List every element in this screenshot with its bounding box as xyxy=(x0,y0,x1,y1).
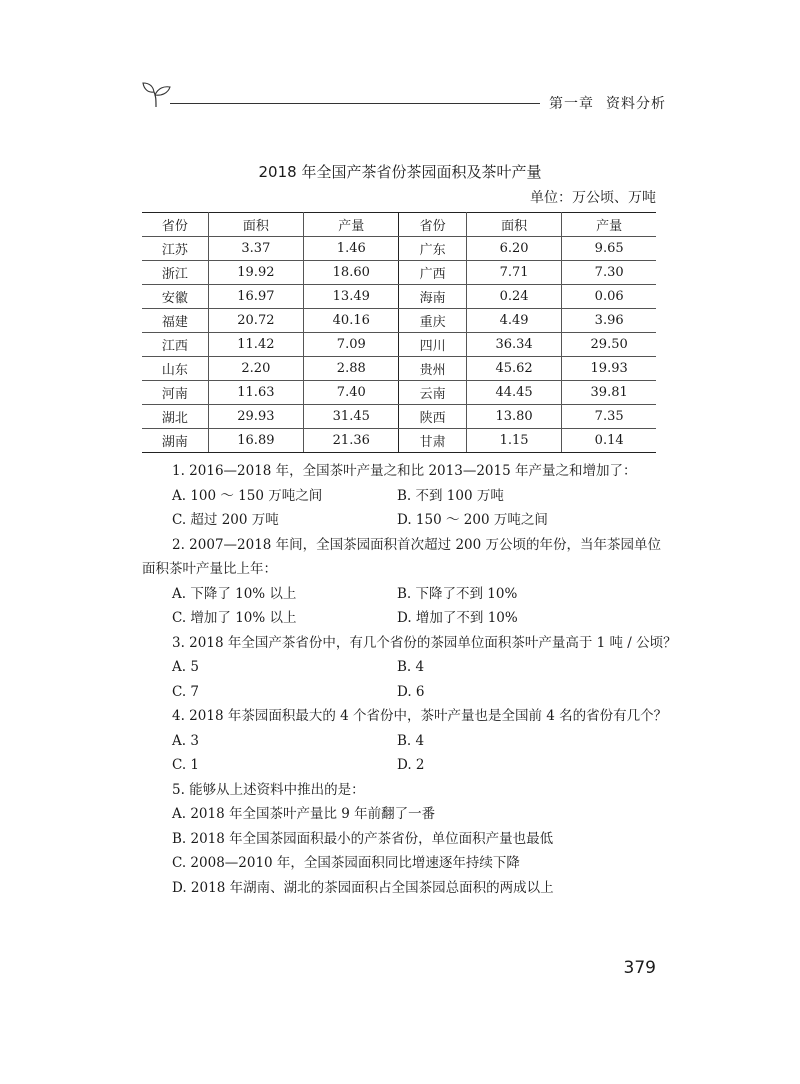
province-cell: 安徽 xyxy=(142,285,208,309)
output-cell: 9.65 xyxy=(562,237,656,261)
output-cell: 2.88 xyxy=(304,357,399,381)
answer-option: C. 7 xyxy=(172,683,200,700)
output-cell: 7.30 xyxy=(562,261,656,285)
answer-option: D. 6 xyxy=(397,683,425,700)
answer-option: A. 5 xyxy=(172,659,199,675)
area-cell: 0.24 xyxy=(466,285,561,309)
output-cell: 7.35 xyxy=(562,405,656,429)
area-cell: 7.71 xyxy=(466,261,561,285)
area-cell: 20.72 xyxy=(208,309,303,333)
area-cell: 16.89 xyxy=(208,429,303,453)
answer-option: A. 下降了 10% 以上 xyxy=(172,585,297,602)
table-row xyxy=(142,357,656,381)
output-cell: 19.93 xyxy=(562,357,656,381)
option-row xyxy=(142,729,662,754)
province-cell: 重庆 xyxy=(399,309,466,333)
area-cell: 19.92 xyxy=(208,261,303,285)
answer-option: B. 不到 100 万吨 xyxy=(397,487,504,504)
province-cell: 江西 xyxy=(142,333,208,357)
output-cell: 29.50 xyxy=(562,333,656,357)
area-cell: 16.97 xyxy=(208,285,303,309)
sprout-icon xyxy=(142,80,172,108)
output-cell: 31.45 xyxy=(304,405,399,429)
province-cell: 山东 xyxy=(142,357,208,381)
province-cell: 福建 xyxy=(142,309,208,333)
table-header-row xyxy=(142,213,656,237)
question-2 xyxy=(142,533,662,631)
column-header: 省份 xyxy=(399,213,466,237)
table-row xyxy=(142,429,656,453)
question-1 xyxy=(142,459,662,533)
answer-option: D. 2 xyxy=(397,757,425,773)
area-cell: 13.80 xyxy=(466,405,561,429)
answer-option: B. 下降了不到 10% xyxy=(397,585,518,602)
output-cell: 7.09 xyxy=(304,333,399,357)
area-cell: 3.37 xyxy=(208,237,303,261)
province-cell: 贵州 xyxy=(399,357,466,381)
page-number: 379 xyxy=(623,958,656,978)
answer-option: A. 100 ～ 150 万吨之间 xyxy=(172,487,323,504)
option-row xyxy=(142,655,662,680)
question-stem: 1. 2016—2018 年，全国茶叶产量之和比 2013—2015 年产量之和增加了： xyxy=(172,463,637,479)
answer-option: C. 2008—2010 年，全国茶园面积同比增速逐年持续下降 xyxy=(172,855,520,871)
question-stem: 面积茶叶产量比上年： xyxy=(142,561,277,577)
answer-option: D. 2018 年湖南、湖北的茶园面积占全国茶园总面积的两成以上 xyxy=(172,879,554,896)
area-cell: 36.34 xyxy=(466,333,561,357)
question-3 xyxy=(142,631,677,705)
table-row xyxy=(142,333,656,357)
option-row xyxy=(142,606,662,631)
table-row xyxy=(142,309,656,333)
table-row xyxy=(142,237,656,261)
area-cell: 44.45 xyxy=(466,381,561,405)
question-stem: 5. 能够从上述资料中推出的是： xyxy=(172,781,365,798)
province-cell: 四川 xyxy=(399,333,466,357)
option-row xyxy=(142,582,662,607)
output-cell: 39.81 xyxy=(562,381,656,405)
option-row xyxy=(142,508,662,533)
answer-option: D. 150 ～ 200 万吨之间 xyxy=(397,512,548,528)
question-4 xyxy=(142,704,668,778)
table-row xyxy=(142,285,656,309)
answer-option: C. 1 xyxy=(172,757,200,773)
option-row xyxy=(142,753,662,778)
province-cell: 湖南 xyxy=(142,429,208,453)
area-cell: 2.20 xyxy=(208,357,303,381)
output-cell: 1.46 xyxy=(304,237,399,261)
chapter-label: 第一章 xyxy=(549,96,594,112)
question-stem: 2. 2007—2018 年间，全国茶园面积首次超过 200 万公顷的年份，当年茶园单位 xyxy=(172,536,662,553)
output-cell: 0.14 xyxy=(562,429,656,453)
province-cell: 河南 xyxy=(142,381,208,405)
chapter-header xyxy=(549,93,678,113)
table-row xyxy=(142,405,656,429)
output-cell: 7.40 xyxy=(304,381,399,405)
output-cell: 3.96 xyxy=(562,309,656,333)
column-header: 产量 xyxy=(562,213,656,237)
province-cell: 云南 xyxy=(399,381,466,405)
province-cell: 甘肃 xyxy=(399,429,466,453)
column-header: 省份 xyxy=(142,213,208,237)
header-rule xyxy=(170,103,540,104)
province-cell: 广东 xyxy=(399,237,466,261)
area-cell: 4.49 xyxy=(466,309,561,333)
area-cell: 11.63 xyxy=(208,381,303,405)
province-cell: 湖北 xyxy=(142,405,208,429)
option-row xyxy=(142,484,662,509)
question-5 xyxy=(142,778,662,901)
province-cell: 浙江 xyxy=(142,261,208,285)
output-cell: 13.49 xyxy=(304,285,399,309)
column-header: 产量 xyxy=(304,213,399,237)
option-row xyxy=(142,680,662,705)
province-cell: 江苏 xyxy=(142,237,208,261)
unit-label: 单位：万公顷、万吨 xyxy=(530,190,656,206)
answer-option: B. 4 xyxy=(397,732,425,749)
output-cell: 0.06 xyxy=(562,285,656,309)
area-cell: 11.42 xyxy=(208,333,303,357)
answer-option: C. 增加了 10% 以上 xyxy=(172,610,297,626)
section-label: 资料分析 xyxy=(606,96,666,112)
area-cell: 45.62 xyxy=(466,357,561,381)
answer-option: A. 3 xyxy=(172,732,199,749)
output-cell: 40.16 xyxy=(304,309,399,333)
answer-option: C. 超过 200 万吨 xyxy=(172,512,279,528)
area-cell: 29.93 xyxy=(208,405,303,429)
output-cell: 18.60 xyxy=(304,261,399,285)
question-stem: 4. 2018 年茶园面积最大的 4 个省份中，茶叶产量也是全国前 4 名的省份有几个？ xyxy=(172,708,668,724)
answer-option: B. 4 xyxy=(397,659,425,675)
output-cell: 21.36 xyxy=(304,429,399,453)
table-row xyxy=(142,381,656,405)
table-title: 2018 年全国产茶省份茶园面积及茶叶产量 xyxy=(258,163,542,181)
answer-option: A. 2018 年全国茶叶产量比 9 年前翻了一番 xyxy=(172,806,436,822)
area-cell: 6.20 xyxy=(466,237,561,261)
province-cell: 广西 xyxy=(399,261,466,285)
table-row xyxy=(142,261,656,285)
province-cell: 海南 xyxy=(399,285,466,309)
province-cell: 陕西 xyxy=(399,405,466,429)
answer-option: B. 2018 年全国茶园面积最小的产茶省份，单位面积产量也最低 xyxy=(172,830,554,847)
area-cell: 1.15 xyxy=(466,429,561,453)
column-header: 面积 xyxy=(466,213,561,237)
question-stem: 3. 2018 年全国产茶省份中，有几个省份的茶园单位面积茶叶产量高于 1 吨 / 公顷？ xyxy=(172,634,677,651)
tea-production-table xyxy=(142,212,656,453)
answer-option: D. 增加了不到 10% xyxy=(397,610,518,626)
column-header: 面积 xyxy=(208,213,303,237)
question-list xyxy=(142,459,677,900)
